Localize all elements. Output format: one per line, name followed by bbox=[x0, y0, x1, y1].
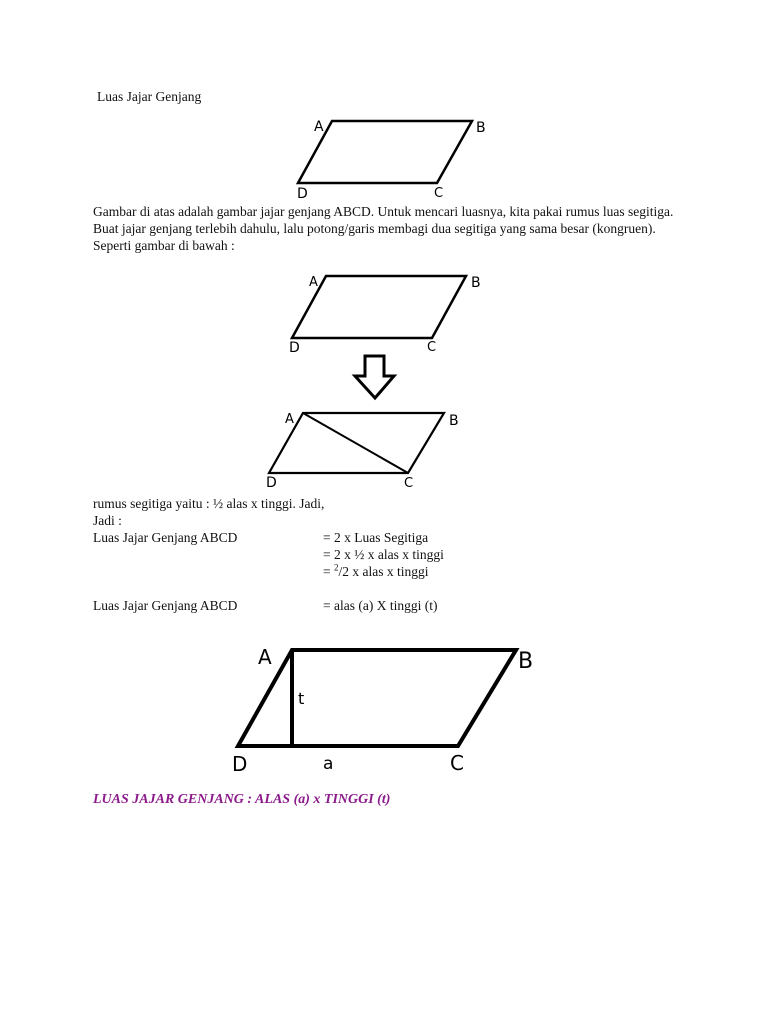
height-label: t bbox=[298, 689, 305, 708]
formula-1-step-1: = 2 x Luas Segitiga bbox=[323, 530, 429, 545]
vertex-label-a: A bbox=[314, 119, 324, 135]
vertex-label-d: D bbox=[289, 340, 300, 356]
formula-1-step-3: = $^2$/2 x alas x tinggi bbox=[323, 562, 429, 579]
formula-1-step-2: = 2 x ½ x alas x tinggi bbox=[323, 547, 444, 562]
vertex-label-d: D bbox=[232, 752, 248, 776]
base-label: a bbox=[323, 754, 334, 774]
vertex-label-d: D bbox=[266, 475, 277, 491]
parallelogram-shape bbox=[292, 276, 466, 338]
vertex-label-b: B bbox=[476, 120, 486, 136]
vertex-label-a: A bbox=[285, 412, 294, 427]
parallelogram-shape bbox=[298, 121, 472, 183]
vertex-label-a: A bbox=[309, 275, 318, 290]
jadi-line: Jadi : bbox=[93, 513, 122, 528]
formula-1-label: Luas Jajar Genjang ABCD bbox=[93, 530, 238, 545]
vertex-label-d: D bbox=[297, 186, 308, 202]
vertex-label-c: C bbox=[427, 340, 437, 355]
formula-1-step-3-rest: /2 x alas x tinggi bbox=[338, 564, 429, 579]
vertex-label-c: C bbox=[404, 476, 414, 491]
formula-1-step-3-numerator: 2 bbox=[334, 562, 339, 573]
formula-2-value: = alas (a) X tinggi (t) bbox=[323, 598, 438, 613]
parallelogram-shape bbox=[269, 413, 444, 473]
vertex-label-b: B bbox=[449, 413, 459, 429]
vertex-label-c: C bbox=[434, 186, 444, 201]
summary-formula: LUAS JAJAR GENJANG : ALAS (a) x TINGGI (t) bbox=[93, 792, 391, 807]
vertex-label-b: B bbox=[518, 649, 534, 674]
vertex-label-b: B bbox=[471, 275, 481, 291]
formula-2-label: Luas Jajar Genjang ABCD bbox=[93, 598, 238, 613]
intro-paragraph: Gambar di atas adalah gambar jajar genjang ABCD. Untuk mencari luasnya, kita pakai rumus luas segitiga. Buat jajar genjang terlebih dahulu, lalu potong/garis membagi dua segitiga yang sama besar (kongruen). Seperti gambar di bawah : bbox=[93, 204, 674, 253]
vertex-label-a: A bbox=[258, 645, 272, 669]
document-title: Luas Jajar Genjang bbox=[97, 89, 202, 104]
vertex-label-c: C bbox=[450, 751, 464, 775]
rumus-line: rumus segitiga yaitu : ½ alas x tinggi. Jadi, bbox=[93, 496, 325, 511]
diagonal-line bbox=[303, 413, 408, 473]
parallelogram-shape bbox=[238, 650, 516, 746]
